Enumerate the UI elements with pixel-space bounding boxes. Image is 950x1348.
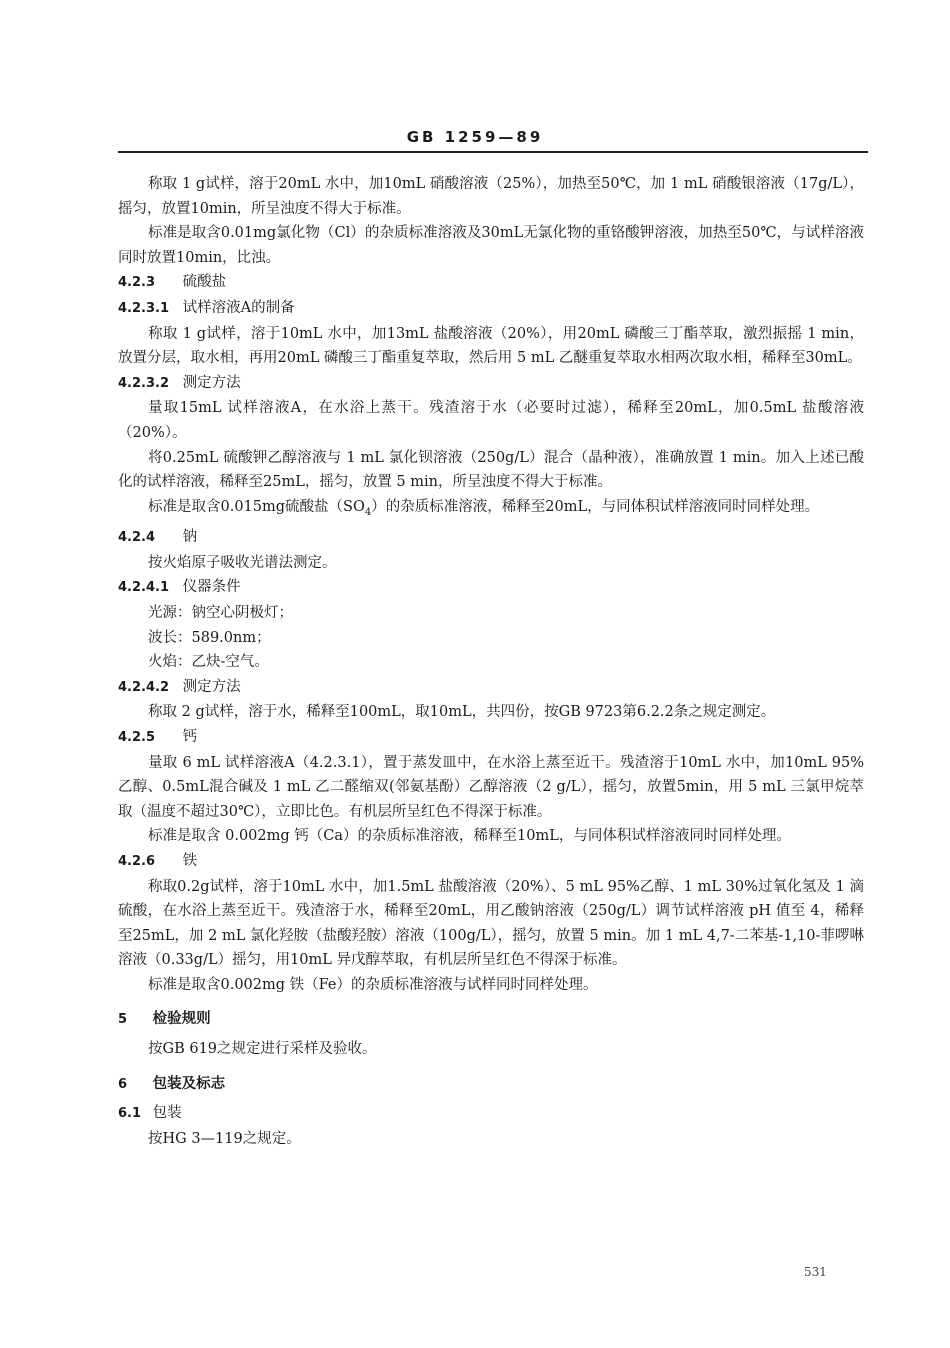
- paragraph: 称取0.2g试样，溶于10mL 水中，加1.5mL 盐酸溶液（20%）、5 mL 95%乙醇、1 mL 30%过氧化氢及 1 滴硫酸，在水浴上蒸至近干。残渣溶于水，稀释至20mL，用乙酸钠溶液（250g/L）调节试样溶液 pH 值至 4，稀释至25mL，加 2 mL 氯化羟胺（盐酸羟胺）溶液（100g/L），摇匀，放置 5 min。加 1 mL 4,7-二苯基-1,10-菲啰啉溶液（0.33g/L）摇匀，用10mL 异戊醇萃取，有机层所呈红色不得深于标准。: [118, 878, 864, 969]
- section-number: 6.1: [118, 1106, 142, 1122]
- section-heading: [118, 371, 864, 397]
- paragraph: [118, 495, 864, 525]
- section-number: 4.2.4.2: [118, 679, 169, 695]
- section-title: 钠: [182, 529, 198, 546]
- section-title: 钙: [182, 728, 198, 745]
- section-number: 6: [118, 1076, 128, 1092]
- condition-line: 火焰：乙炔-空气。: [148, 654, 269, 671]
- section-heading: [118, 675, 864, 701]
- paragraph: 按GB 619之规定进行采样及验收。: [148, 1041, 377, 1058]
- text-run: 标准是取含0.015mg硫酸盐（SO: [148, 498, 365, 515]
- paragraph: 称取 1 g试样，溶于20mL 水中，加10mL 硝酸溶液（25%），加热至50℃，加 1 mL 硝酸银溶液（17g/L），摇匀，放置10min，所呈浊度不得大于标准。: [118, 176, 864, 217]
- header-rule: [118, 151, 868, 153]
- condition-line: 光源：钠空心阴极灯；: [148, 604, 293, 621]
- paragraph: 标准是取含0.002mg 铁（Fe）的杂质标准溶液与试样同时同样处理。: [148, 976, 598, 993]
- section-heading: [118, 1072, 864, 1098]
- section-number: 4.2.4: [118, 530, 156, 546]
- section-title: 包装: [152, 1105, 182, 1122]
- section-heading: [118, 525, 864, 551]
- section-number: 4.2.3.1: [118, 300, 169, 316]
- standard-header: GB 1259—89: [406, 128, 544, 146]
- section-number: 4.2.6: [118, 853, 156, 869]
- page-number: 531: [804, 1265, 827, 1279]
- paragraph: 按火焰原子吸收光谱法测定。: [148, 554, 337, 571]
- document-body: [118, 172, 864, 1151]
- section-heading: [118, 296, 864, 322]
- paragraph: 将0.25mL 硫酸钾乙醇溶液与 1 mL 氯化钡溶液（250g/L）混合（晶种液），准确放置 1 min。加入上述已酸化的试样溶液，稀释至25mL，摇匀，放置 5 min，所呈浊度不得大于标准。: [118, 449, 864, 491]
- condition-line: 波长：589.0nm；: [148, 629, 271, 646]
- section-number: 5: [118, 1012, 128, 1028]
- section-title: 硫酸盐: [182, 274, 227, 291]
- section-number: 4.2.3.2: [118, 375, 169, 391]
- paragraph: 标准是取含 0.002mg 钙（Ca）的杂质标准溶液，稀释至10mL，与同体积试样溶液同时同样处理。: [148, 828, 791, 845]
- section-title: 包装及标志: [152, 1074, 226, 1092]
- section-title: 检验规则: [152, 1010, 211, 1028]
- section-title: 试样溶液A的制备: [182, 299, 295, 316]
- text-run: ）的杂质标准溶液，稀释至20mL，与同体积试样溶液同时同样处理。: [371, 498, 820, 515]
- paragraph: 称取 2 g试样，溶于水，稀释至100mL，取10mL，共四份，按GB 9723第6.2.2条之规定测定。: [148, 704, 776, 721]
- section-number: 4.2.4.1: [118, 580, 169, 596]
- section-heading: [118, 725, 864, 751]
- section-title: 仪器条件: [182, 579, 241, 596]
- subscript: 4: [364, 506, 372, 518]
- section-title: 测定方法: [182, 374, 241, 391]
- section-number: 4.2.3: [118, 275, 156, 291]
- section-heading: [118, 575, 864, 601]
- section-title: 铁: [182, 852, 198, 869]
- paragraph: 量取 6 mL 试样溶液A（4.2.3.1），置于蒸发皿中，在水浴上蒸至近干。残渣溶于10mL 水中，加10mL 95%乙醇、0.5mL混合碱及 1 mL 乙二醛缩双(邻氨基酚）乙醇溶液（2 g/L），摇匀，放置5min，用 5 mL 三氯甲烷萃取（温度不超过30℃），立即比色。有机层所呈红色不得深于标准。: [118, 754, 864, 820]
- section-heading: [118, 270, 864, 296]
- paragraph: 量取15mL 试样溶液A，在水浴上蒸干。残渣溶于水（必要时过滤），稀释至20mL，加0.5mL 盐酸溶液（20%）。: [118, 400, 864, 441]
- section-heading: [118, 849, 864, 875]
- section-heading: [118, 1007, 864, 1033]
- section-heading: [118, 1101, 864, 1127]
- paragraph: 称取 1 g试样，溶于10mL 水中，加13mL 盐酸溶液（20%），用20mL 磷酸三丁酯萃取，激烈振摇 1 min，放置分层，取水相，再用20mL 磷酸三丁酯重复萃取，然后用 5 mL 乙醚重复萃取水相两次取水相，稀释至30mL。: [118, 325, 864, 367]
- section-title: 测定方法: [182, 678, 241, 695]
- section-number: 4.2.5: [118, 729, 156, 745]
- paragraph: 按HG 3—119之规定。: [148, 1130, 301, 1147]
- paragraph: 标准是取含0.01mg氯化物（Cl）的杂质标准溶液及30mL无氯化物的重铬酸钾溶液，加热至50℃，与试样溶液同时放置10min，比浊。: [118, 225, 864, 266]
